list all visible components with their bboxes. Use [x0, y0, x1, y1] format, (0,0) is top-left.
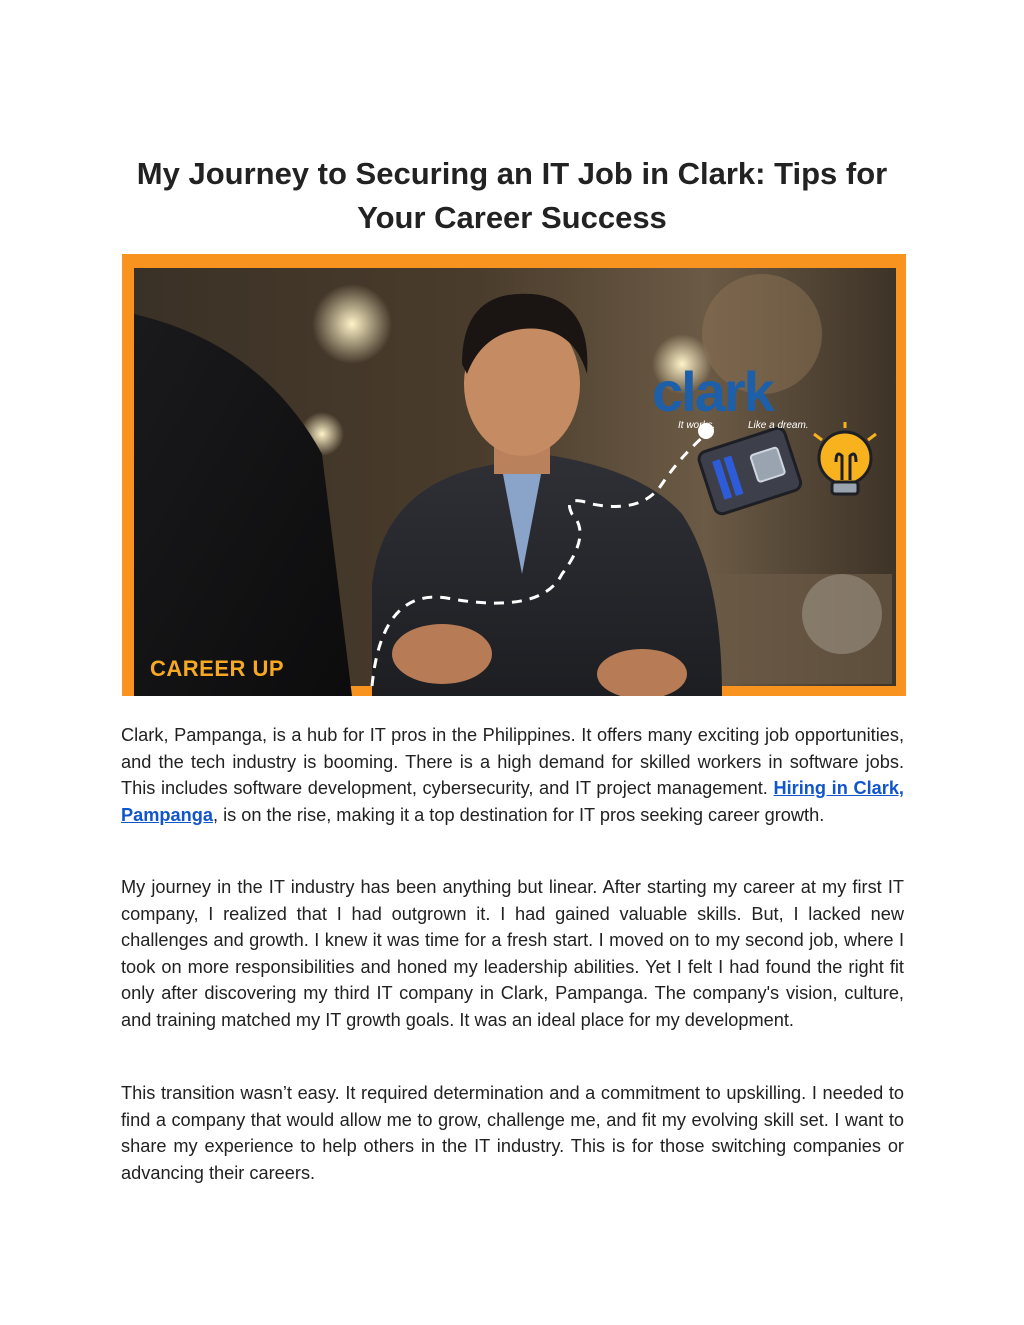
careerup-logo	[150, 656, 284, 682]
lightbulb-icon	[810, 422, 880, 512]
article-title: My Journey to Securing an IT Job in Clark: Tips for Your Career Success	[136, 156, 888, 235]
paragraph-1-text-after: , is on the rise, making it a top destination for IT pros seeking career growth.	[212, 804, 825, 825]
hiring-in-clark-link[interactable]: Hiring in Clark, Pampanga	[121, 778, 904, 825]
paragraph-2: My journey in the IT industry has been anything but linear. After starting my career at my first IT company, I realized that I had outgrown it. I had gained valuable skills. But, I lacked new challenges and growth. I knew it was time for a fresh start. I moved on to my second job, where I took on more responsibilities and honed my leadership abilities. Yet I felt I had found the right fit only after discovering my third IT company in Clark, Pampanga. The company's vision, culture, and training matched my IT growth goals. It was an ideal place for my development.	[121, 877, 904, 1030]
paragraph-1-text-before: Clark, Pampanga, is a hub for IT pros in the Philippines. It offers many exciting job opportunities, and the tech industry is booming. There is a high demand for skilled workers in software jobs. This includes software development, cybersecurity, and IT project management.	[121, 725, 904, 798]
clark-tagline-right: Like a dream.	[748, 420, 809, 431]
hero-image	[122, 254, 906, 696]
paragraph-3: This transition wasn’t easy. It required determination and a commitment to upskilling. I needed to find a company that would allow me to grow, challenge me, and fit my evolving skill set. I want to share my experience to help others in the IT industry. This is for those switching companies or advancing their careers.	[121, 1083, 904, 1183]
clark-tagline-left: It works.	[678, 420, 716, 431]
clark-logo-text: clark	[652, 360, 773, 423]
paragraph-1	[121, 722, 904, 828]
careerup-logo-text: CAREER UP	[150, 656, 285, 681]
